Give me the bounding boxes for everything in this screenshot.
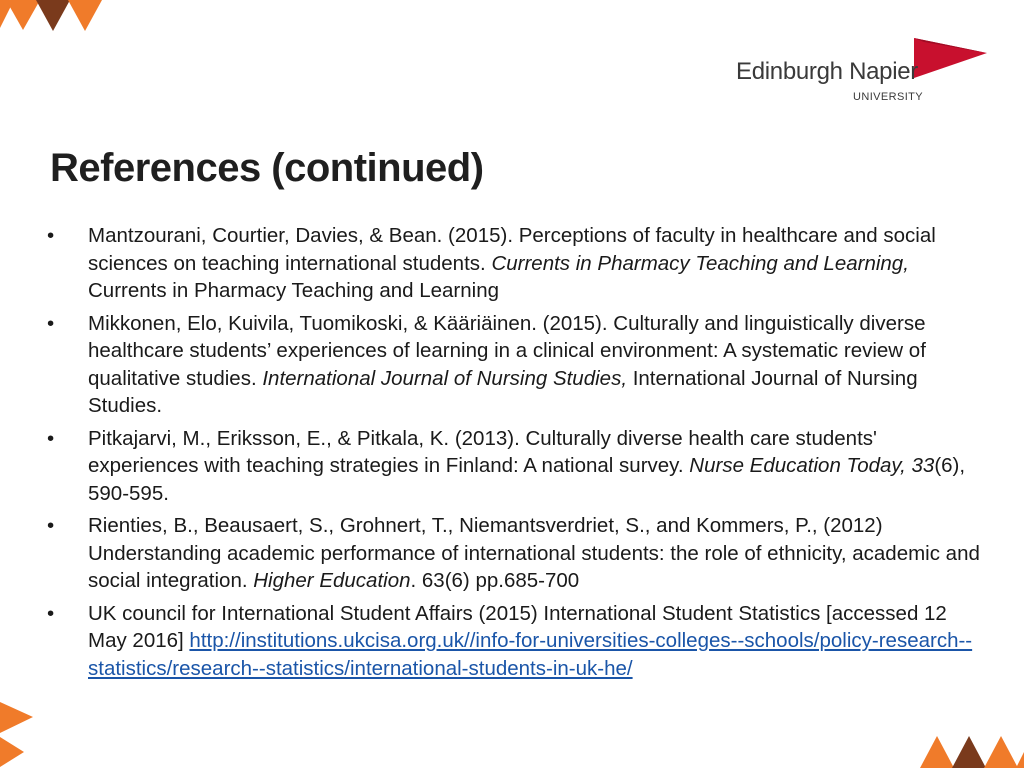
reference-link[interactable]: http://institutions.ukcisa.org.uk//info-for-universities-colleges--schools/policy-research--statistics/research--statistics/international-students-in-uk-he/: [88, 629, 973, 680]
decorative-triangles-left: [0, 700, 34, 768]
bullet: •: [47, 224, 55, 247]
triangle-shape: [952, 736, 986, 768]
reference-item: [44, 425, 984, 508]
reference-text: Currents in Pharmacy Teaching and Learning: [88, 279, 500, 302]
logo-subtitle: UNIVERSITY: [853, 91, 924, 103]
triangle-shape: [36, 0, 70, 31]
bullet: •: [47, 514, 55, 537]
triangle-shape: [68, 0, 102, 31]
triangle-shape: [920, 736, 954, 768]
triangle-shape: [0, 702, 33, 733]
reference-journal: International Journal of Nursing Studies,: [262, 366, 628, 390]
bullet: •: [47, 426, 55, 450]
reference-text: Rienties, B., Beausaert, S., Grohnert, T., Niemantsverdriet, S., and Kommers, P., (2012) Understanding academic performance of international students: the role of ethnicity, academic and social integration.: [88, 514, 980, 592]
reference-text: Mikkonen, Elo, Kuivila, Tuomikoski, & Kääriäinen. (2015). Culturally and linguistically diverse healthcare students’ experiences of learning in a clinical environment: A systematic review of qualitative studies.: [88, 311, 926, 390]
page-title: References (continued): [50, 146, 484, 190]
reference-journal: Nurse Education Today, 33: [689, 454, 935, 477]
decorative-triangles-top-left: [0, 0, 112, 36]
reference-item: [44, 222, 984, 305]
reference-journal: Higher Education: [253, 569, 411, 592]
triangle-shape: [984, 736, 1018, 768]
reference-text: (6), 590-595.: [88, 454, 966, 505]
pennant-shape: [914, 38, 987, 78]
logo-name: Edinburgh Napier: [736, 58, 918, 85]
reference-journal: Currents in Pharmacy Teaching and Learning,: [491, 251, 909, 275]
decorative-triangles-bottom-right: [920, 732, 1024, 768]
reference-text: UK council for International Student Affairs (2015) International Student Statistics [accessed 12 May 2016]: [88, 601, 947, 652]
logo-pennant-icon: [914, 38, 988, 84]
bullet: •: [47, 601, 55, 625]
bullet: •: [47, 311, 55, 335]
reference-text: Mantzourani, Courtier, Davies, & Bean. (2015). Perceptions of faculty in healthcare and social sciences on teaching international students.: [88, 224, 936, 275]
reference-item: [44, 600, 984, 683]
university-logo: [736, 38, 988, 104]
reference-text: Pitkajarvi, M., Eriksson, E., & Pitkala, K. (2013). Culturally diverse health care students' experiences with teaching strategies in Finland: A national survey.: [88, 426, 877, 477]
reference-item: [44, 512, 984, 595]
triangle-shape: [1016, 752, 1024, 768]
reference-text: International Journal of Nursing Studies.: [88, 366, 918, 417]
reference-item: [44, 310, 984, 420]
triangle-shape: [6, 0, 40, 30]
reference-text: . 63(6) pp.685-700: [410, 569, 580, 592]
triangle-shape: [0, 737, 24, 767]
reference-list: [44, 222, 984, 687]
